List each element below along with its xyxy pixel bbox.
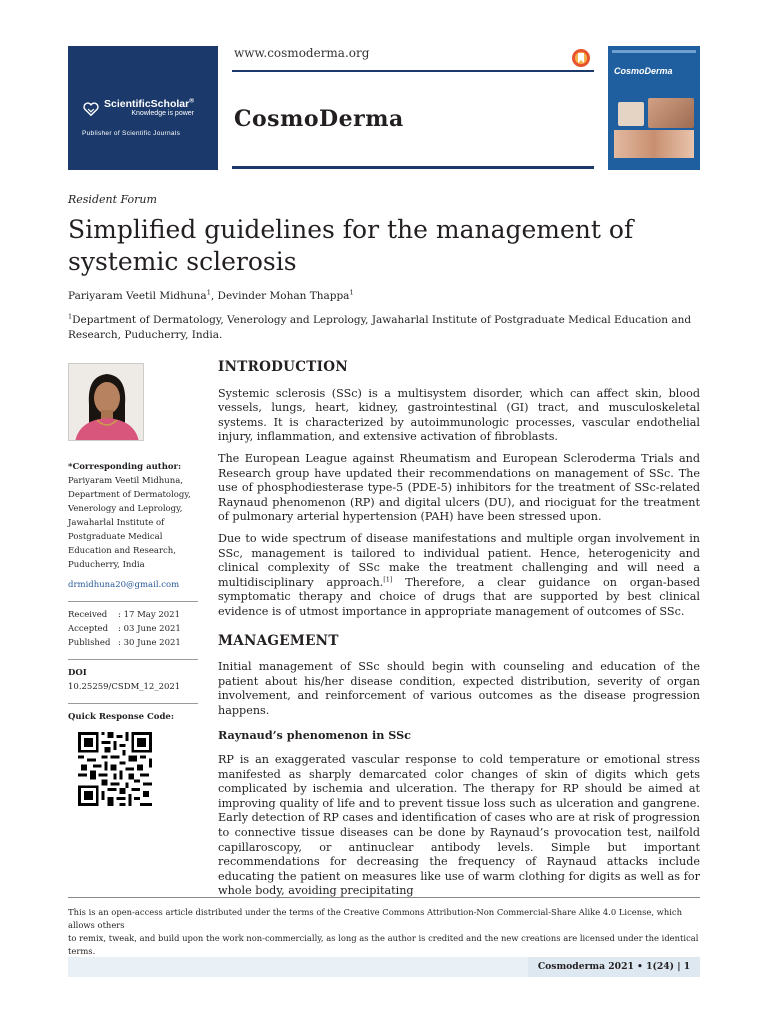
date-value: : 03 June 2021 (118, 624, 181, 634)
cover-photo-strip (614, 130, 694, 158)
sidebar-divider (68, 703, 198, 704)
subheading-raynaud: Raynaud’s phenomenon in SSc (218, 728, 411, 743)
heart-logo-icon (82, 102, 100, 116)
paragraph: Initial management of SSc should begin with counseling and education of the patient about his/her disease condition, expected distribution, severity of organ involvement, and reinforcement of various outcomes as the disease progression happens. (218, 660, 700, 717)
author-name: Devinder Mohan Thappa (217, 290, 350, 302)
cover-photo-small (618, 102, 644, 126)
corr-line: Pariyaram Veetil Midhuna, (68, 476, 183, 486)
article-section: Resident Forum (68, 193, 157, 206)
publisher-reg: ® (189, 97, 194, 105)
corr-line: Jawaharlal Institute of (68, 518, 165, 528)
cover-photo-face (648, 98, 694, 128)
affiliation-text: Department of Dermatology, Venerology and Leprology, Jawaharlal Institute of Postgraduate Medical Education and Research, Puducherry, India. (68, 314, 692, 341)
qr-label: Quick Response Code: (68, 712, 174, 722)
journal-cover-image[interactable] (608, 46, 700, 170)
author-photo (68, 363, 144, 441)
date-row-accepted (68, 622, 198, 636)
publisher-logo (82, 99, 194, 118)
article-body (218, 360, 700, 906)
cover-title: CosmoDerma (614, 66, 673, 76)
author-separator: , (210, 290, 218, 302)
corr-line: Venerology and Leprology, (68, 504, 183, 514)
journal-url-link[interactable]: www.cosmoderma.org (234, 46, 370, 60)
qr-code-icon[interactable] (78, 732, 152, 806)
publisher-name: ScientificScholar (104, 98, 190, 110)
affiliation-sup: 1 (68, 312, 73, 321)
header-divider (232, 70, 594, 72)
footer-divider (68, 897, 700, 898)
license-line: This is an open-access article distributed under the terms of the Creative Commons Attribution-Non Commercial-Share Alike 4.0 License, which allows others (68, 907, 683, 930)
author-affil-sup: 1 (349, 288, 354, 297)
header-divider-bottom (232, 166, 594, 169)
author-list (68, 290, 354, 302)
date-label: Published (68, 638, 111, 648)
sidebar-divider (68, 659, 198, 660)
date-label: Accepted (68, 624, 109, 634)
corr-line: Department of Dermatology, (68, 490, 191, 500)
paragraph (218, 532, 700, 620)
article-title: Simplified guidelines for the management of systemic sclerosis (68, 215, 634, 276)
author-name: Pariyaram Veetil Midhuna (68, 290, 207, 302)
date-row-published (68, 636, 198, 650)
corr-line: Puducherry, India (68, 560, 145, 570)
publisher-tagline: Publisher of Scientific Journals (82, 130, 181, 137)
date-value: : 17 May 2021 (118, 610, 180, 620)
publisher-slogan: Knowledge is power (131, 110, 194, 117)
email-link[interactable]: drmidhuna20@gmail.com (68, 580, 180, 590)
doi-label: DOI (68, 668, 87, 678)
paragraph: RP is an exaggerated vascular response to cold temperature or emotional stress manifested as sharply demarcated color changes of skin of digits which gets complicated by ischemia and ulceration. The therapy for RP should be aimed at improving quality of life and to prevent tissue loss such as ulceration and gangrene. Early detection of RP cases and identification of cases who are at risk of progression to connective tissue diseases can be done by Raynaud’s provocation test, nailfold capillaroscopy, or antinuclear antibody levels. Simple but important recommendations for decreasing the frequency of Raynaud attacks include educating the patient on measures like use of warm clothing for digits as well as for whole body, avoiding precipitating (218, 753, 700, 898)
date-value: : 30 June 2021 (118, 638, 181, 648)
affiliation (68, 313, 698, 343)
sidebar (68, 460, 198, 811)
publisher-banner (68, 46, 218, 170)
bookmark-icon[interactable] (571, 48, 591, 68)
corr-line: Education and Research, (68, 546, 176, 556)
sidebar-divider (68, 601, 198, 602)
date-row-received (68, 608, 198, 622)
date-label: Received (68, 610, 108, 620)
corr-line: Postgraduate Medical (68, 532, 163, 542)
author-affil-sup: 1 (206, 288, 211, 297)
paragraph: The European League against Rheumatism and European Scleroderma Trials and Research group have updated their recommendations on management of SSc. The use of phosphodiesterase type-5 (PDE-5) inhibitors for the treatment of SSc-related Raynaud phenomenon (RP) and digital ulcers (DU), and riociguat for the treatment of pulmonary arterial hypertension (PAH) have been stressed upon. (218, 451, 700, 524)
license-line: to remix, tweak, and build upon the work non-commercially, as long as the author is credited and the new creations are licensed under the identical terms. (68, 933, 699, 956)
footer-citation: Cosmoderma 2021 • 1(24) | 1 (528, 957, 700, 977)
heading-introduction: INTRODUCTION (218, 359, 348, 375)
paragraph-text: Therefore, a clear guidance on organ-based symptomatic therapy and choice of drugs that are supported by best clinical evidence is of utmost importance in appropriate management of outcomes of SSc. (218, 575, 701, 618)
journal-title: CosmoDerma (234, 106, 404, 132)
doi-link[interactable]: 10.25259/CSDM_12_2021 (68, 682, 181, 692)
heading-management: MANAGEMENT (218, 632, 339, 649)
author-portrait-graphic (69, 364, 144, 441)
paragraph-text: Due to wide spectrum of disease manifestations and multiple organ involvement in SSc, management is tailored to individual patient. Hence, heterogenicity and clinical complexity of SSc make the treatment challenging and will need a multidisciplinary approach. (218, 531, 700, 589)
citation-ref[interactable]: [1] (383, 574, 393, 583)
corresponding-author-label: *Corresponding author: (68, 462, 182, 472)
cover-top-band (612, 50, 696, 53)
paragraph: Systemic sclerosis (SSc) is a multisystem disorder, which can affect skin, blood vessels, lungs, heart, kidney, gastrointestinal (GI) tract, and musculoskeletal systems. It is characterized by autoimmunologic processes, vascular endothelial injury, inflammation, and extensive activation of fibroblasts. (218, 386, 700, 444)
